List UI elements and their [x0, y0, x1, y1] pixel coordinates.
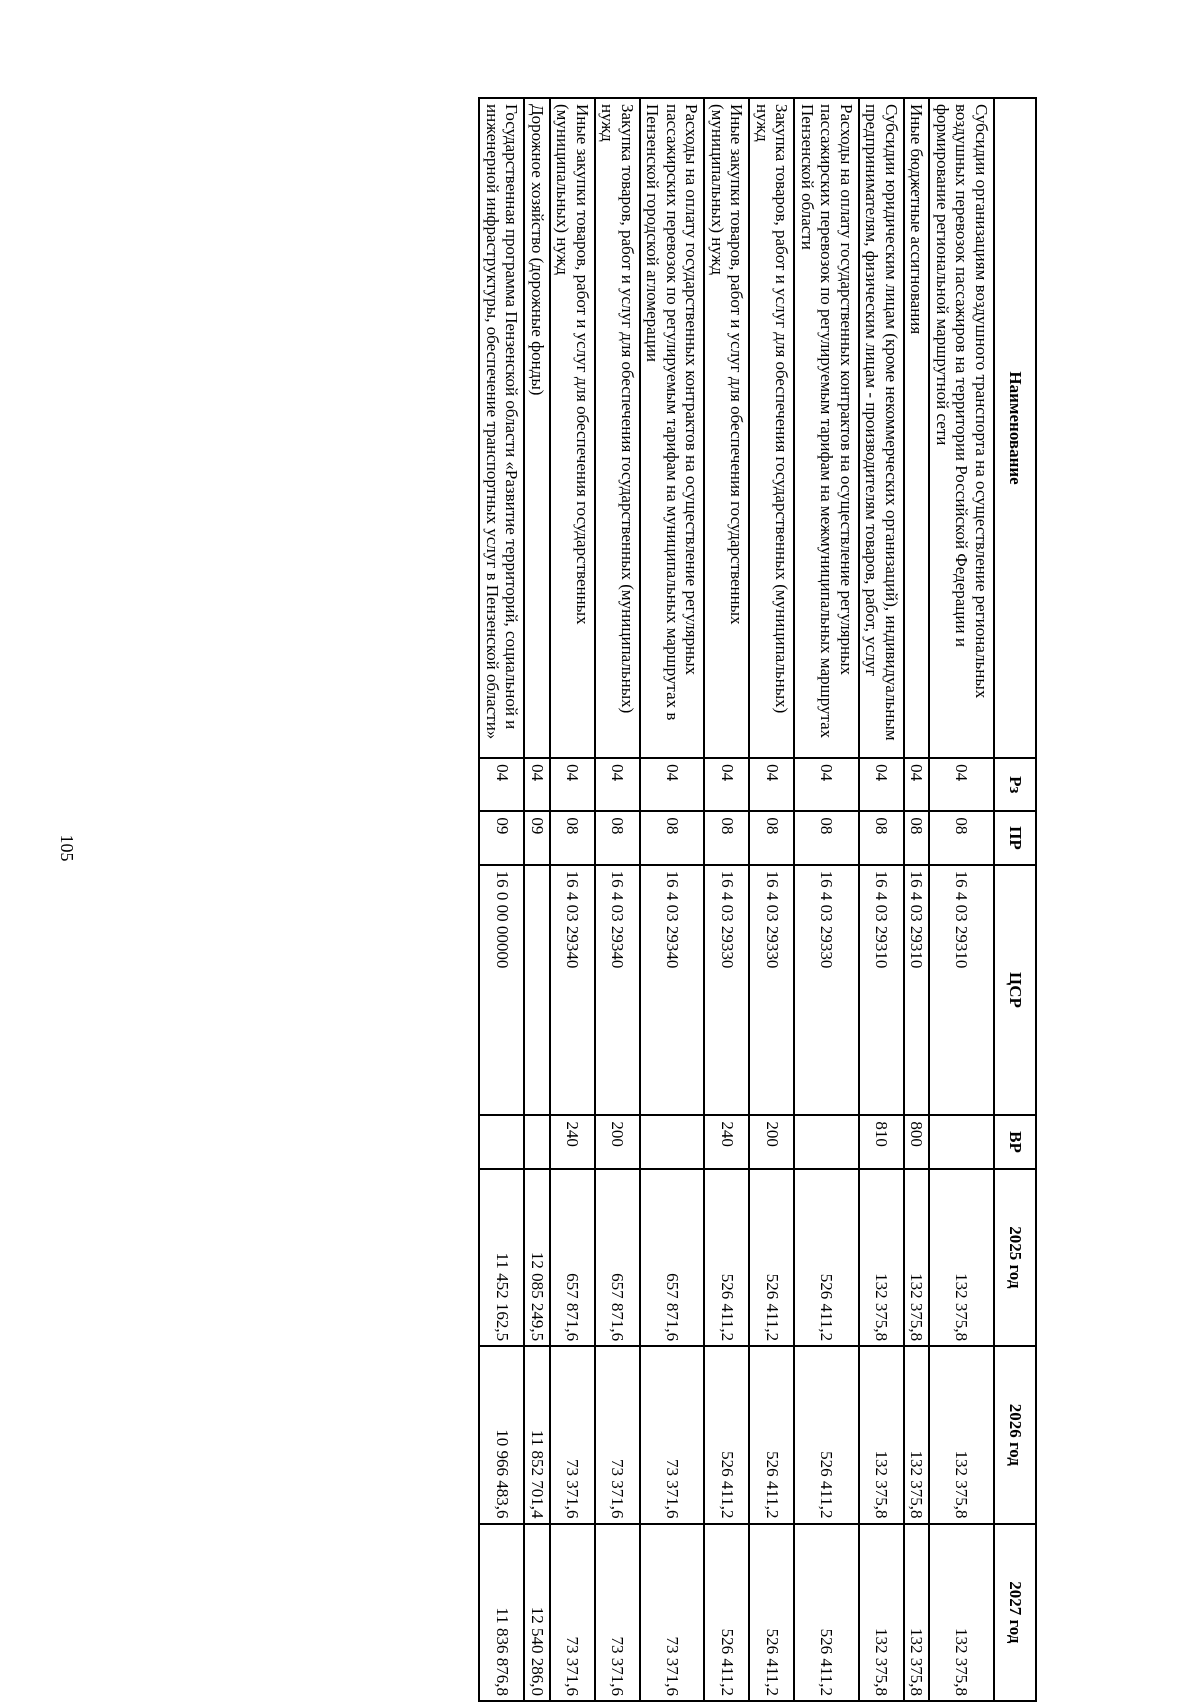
- row-vr: [795, 1115, 860, 1168]
- row-rz: 04: [750, 758, 795, 811]
- row-name: Закупка товаров, работ и услуг для обеспечения государственных (муниципальных) нужд: [595, 98, 640, 758]
- table-row: [525, 98, 551, 1701]
- row-vr: [480, 1115, 525, 1168]
- row-pr: 08: [640, 811, 705, 864]
- row-rz: 04: [795, 758, 860, 811]
- row-value-2025: 132 375,8: [859, 1169, 904, 1346]
- row-name: Закупка товаров, работ и услуг для обеспечения государственных (муниципальных) нужд: [750, 98, 795, 758]
- header-name: Наименование: [994, 98, 1036, 758]
- header-csr: ЦСР: [994, 865, 1036, 1116]
- row-pr: 08: [550, 811, 595, 864]
- row-vr: 240: [705, 1115, 750, 1168]
- row-value-2026: 526 411,2: [705, 1346, 750, 1523]
- row-value-2027: 73 371,6: [550, 1524, 595, 1701]
- row-pr: 08: [795, 811, 860, 864]
- row-value-2025: 132 375,8: [904, 1169, 930, 1346]
- row-vr: [525, 1115, 551, 1168]
- row-csr: [525, 865, 551, 1116]
- row-value-2027: 132 375,8: [904, 1524, 930, 1701]
- row-vr: [930, 1115, 995, 1168]
- row-rz: 04: [640, 758, 705, 811]
- row-name: Иные закупки товаров, работ и услуг для обеспечения государственных (муниципальных) нужд: [550, 98, 595, 758]
- row-csr: 16 4 03 29340: [640, 865, 705, 1116]
- row-value-2027: 73 371,6: [640, 1524, 705, 1701]
- row-value-2027: 526 411,2: [705, 1524, 750, 1701]
- row-value-2027: 12 540 286,0: [525, 1524, 551, 1701]
- row-pr: 08: [595, 811, 640, 864]
- row-rz: 04: [904, 758, 930, 811]
- row-value-2027: 73 371,6: [595, 1524, 640, 1701]
- row-name: Дорожное хозяйство (дорожные фонды): [525, 98, 551, 758]
- row-value-2025: 132 375,8: [930, 1169, 995, 1346]
- row-value-2025: 526 411,2: [750, 1169, 795, 1346]
- row-vr: 810: [859, 1115, 904, 1168]
- row-csr: 16 4 03 29340: [550, 865, 595, 1116]
- row-pr: 09: [480, 811, 525, 864]
- table-row: [595, 98, 640, 1701]
- row-name: Государственная программа Пензенской области «Развитие территорий, социальной и инженерной инфраструктуры, обеспечение транспортных услуг в Пензенской области»: [480, 98, 525, 758]
- header-row: [994, 98, 1036, 1701]
- row-value-2026: 526 411,2: [750, 1346, 795, 1523]
- row-vr: [640, 1115, 705, 1168]
- row-name: Расходы на оплату государственных контрактов на осуществление регулярных пассажирских перевозок по регулируемым тарифам на межмуниципальных маршрутах Пензенской области: [795, 98, 860, 758]
- row-name: Субсидии организациям воздушного транспорта на осуществление региональных воздушных перевозок пассажиров на территории Российской Федерации и формирование региональной маршрутной сети: [930, 98, 995, 758]
- row-value-2026: 132 375,8: [904, 1346, 930, 1523]
- row-rz: 04: [859, 758, 904, 811]
- row-value-2027: 11 836 876,8: [480, 1524, 525, 1701]
- row-value-2026: 11 852 701,4: [525, 1346, 551, 1523]
- row-pr: 09: [525, 811, 551, 864]
- budget-table: [479, 97, 1038, 1702]
- row-vr: 240: [550, 1115, 595, 1168]
- page-number: 105: [57, 834, 77, 862]
- header-2026: 2026 год: [994, 1346, 1036, 1523]
- row-value-2025: 12 085 249,5: [525, 1169, 551, 1346]
- table-row: [640, 98, 705, 1701]
- row-value-2025: 657 871,6: [640, 1169, 705, 1346]
- row-value-2027: 526 411,2: [795, 1524, 860, 1701]
- row-pr: 08: [705, 811, 750, 864]
- row-value-2025: 657 871,6: [550, 1169, 595, 1346]
- row-value-2025: 526 411,2: [795, 1169, 860, 1346]
- row-csr: 16 4 03 29340: [595, 865, 640, 1116]
- row-value-2026: 132 375,8: [859, 1346, 904, 1523]
- row-pr: 08: [904, 811, 930, 864]
- row-csr: 16 4 03 29310: [859, 865, 904, 1116]
- table-row: [795, 98, 860, 1701]
- row-value-2025: 526 411,2: [705, 1169, 750, 1346]
- table-row: [750, 98, 795, 1701]
- header-2027: 2027 год: [994, 1524, 1036, 1701]
- row-value-2026: 10 966 483,6: [480, 1346, 525, 1523]
- row-name: Иные закупки товаров, работ и услуг для обеспечения государственных (муниципальных) нужд: [705, 98, 750, 758]
- row-pr: 08: [930, 811, 995, 864]
- table-row: [859, 98, 904, 1701]
- row-rz: 04: [550, 758, 595, 811]
- row-value-2026: 73 371,6: [550, 1346, 595, 1523]
- row-csr: 16 4 03 29330: [795, 865, 860, 1116]
- row-rz: 04: [595, 758, 640, 811]
- row-value-2026: 73 371,6: [595, 1346, 640, 1523]
- row-value-2027: 132 375,8: [930, 1524, 995, 1701]
- header-2025: 2025 год: [994, 1169, 1036, 1346]
- header-vr: ВР: [994, 1115, 1036, 1168]
- row-name: Расходы на оплату государственных контрактов на осуществление регулярных пассажирских перевозок по регулируемым тарифам на муниципальных маршрутах в Пензенской городской агломерации: [640, 98, 705, 758]
- row-csr: 16 4 03 29310: [904, 865, 930, 1116]
- row-rz: 04: [480, 758, 525, 811]
- row-vr: 200: [595, 1115, 640, 1168]
- row-vr: 200: [750, 1115, 795, 1168]
- row-pr: 08: [750, 811, 795, 864]
- table-row: [550, 98, 595, 1701]
- table-row: [480, 98, 525, 1701]
- table-row: [904, 98, 930, 1701]
- row-name: Иные бюджетные ассигнования: [904, 98, 930, 758]
- table-row: [705, 98, 750, 1701]
- row-value-2025: 11 452 162,5: [480, 1169, 525, 1346]
- row-csr: 16 4 03 29310: [930, 865, 995, 1116]
- row-value-2026: 526 411,2: [795, 1346, 860, 1523]
- header-pr: ПР: [994, 811, 1036, 864]
- table-row: [930, 98, 995, 1701]
- row-rz: 04: [930, 758, 995, 811]
- row-rz: 04: [705, 758, 750, 811]
- row-rz: 04: [525, 758, 551, 811]
- row-value-2027: 526 411,2: [750, 1524, 795, 1701]
- header-rz: Рз: [994, 758, 1036, 811]
- row-value-2026: 132 375,8: [930, 1346, 995, 1523]
- row-csr: 16 4 03 29330: [705, 865, 750, 1116]
- row-vr: 800: [904, 1115, 930, 1168]
- rotated-table-container: [147, 97, 1037, 1702]
- row-value-2025: 657 871,6: [595, 1169, 640, 1346]
- row-csr: 16 0 00 00000: [480, 865, 525, 1116]
- row-pr: 08: [859, 811, 904, 864]
- row-value-2027: 132 375,8: [859, 1524, 904, 1701]
- row-name: Субсидии юридическим лицам (кроме некоммерческих организаций), индивидуальным предпринимателям, физическим лицам - производителям товаров, работ, услуг: [859, 98, 904, 758]
- row-csr: 16 4 03 29330: [750, 865, 795, 1116]
- row-value-2026: 73 371,6: [640, 1346, 705, 1523]
